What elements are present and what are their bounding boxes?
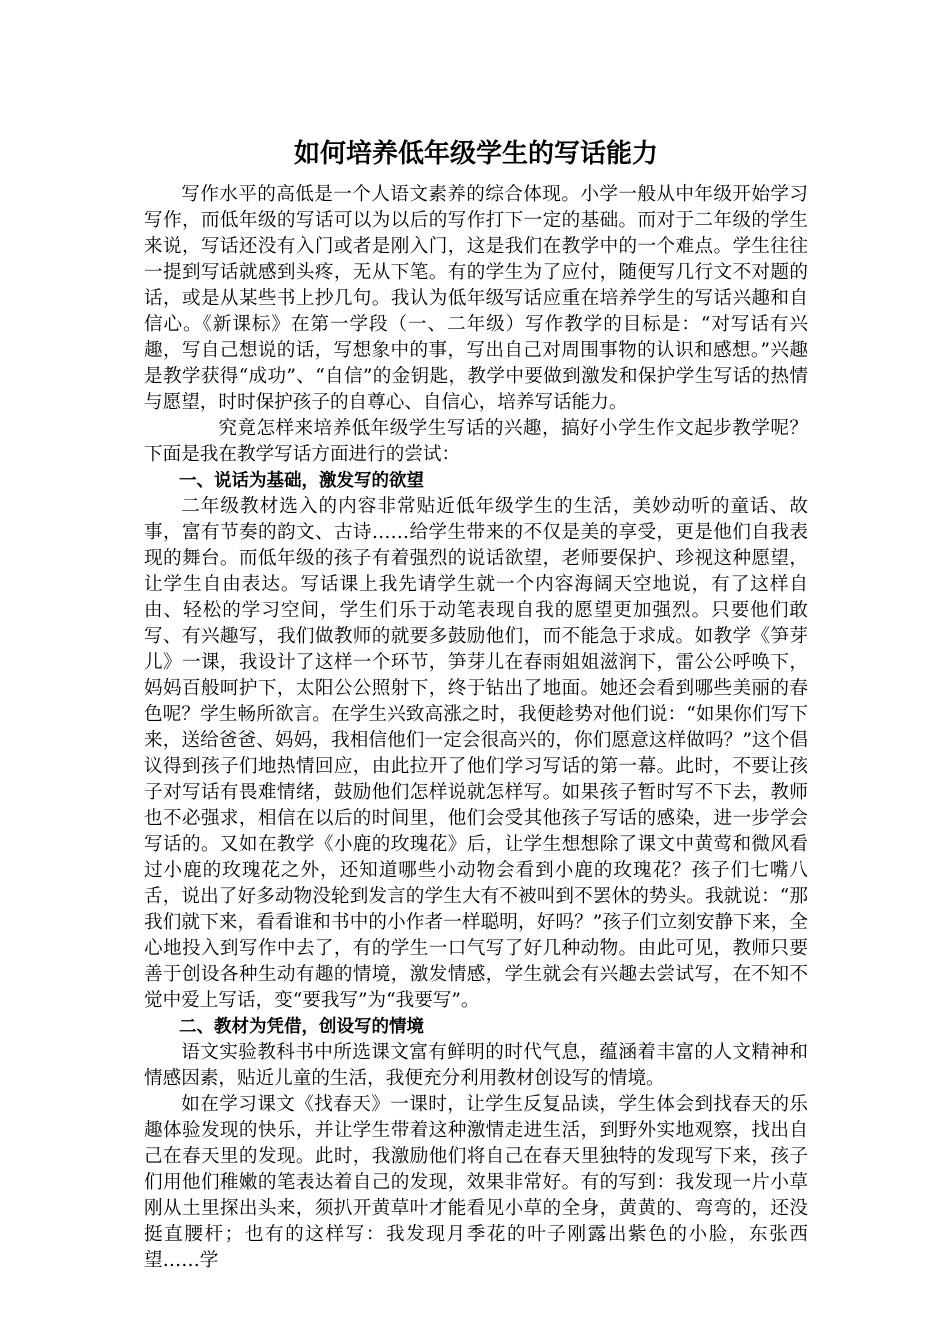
- document-body: [144, 124, 808, 1274]
- document-title: 如何培养低年级学生的写话能力: [293, 139, 658, 169]
- body-paragraph: 语文实验教科书中所选课文富有鲜明的时代气息，蕴涵着丰富的人文精神和情感因素，贴近儿童的生活，我便充分利用教材创设写的情境。: [144, 1042, 808, 1089]
- body-paragraph: 写作水平的高低是一个人语文素养的综合体现。小学一般从中年级开始学习写作，而低年级的写话可以为以后的写作打下一定的基础。而对于二年级的学生来说，写话还没有入门或者是刚入门，这是我们在教学中的一个难点。学生往往一提到写话就感到头疼，无从下笔。有的学生为了应付，随便写几行文不对题的话，或是从某些书上抄几句。我认为低年级写话应重在培养学生的写话兴趣和自信心。《新课标》在第一学段（一、二年级）写作教学的目标是：“对写话有兴趣，写自己想说的话，写想象中的事，写出自己对周围事物的认识和感想。”兴趣是教学获得“成功”、“自信”的金钥匙，教学中要做到激发和保护学生写话的热情与愿望，时时保护孩子的自尊心、自信心，培养写话能力。: [144, 184, 808, 413]
- section-heading: 二、教材为凭借，创设写的情境: [179, 1017, 424, 1037]
- body-paragraph: 二年级教材选入的内容非常贴近低年级学生的生活，美妙动听的童话、故事，富有节奏的韵文、古诗……给学生带来的不仅是美的享受，更是他们自我表现的舞台。而低年级的孩子有着强烈的说话欲望，老师要保护、珍视这种愿望，让学生自由表达。写话课上我先请学生就一个内容海阔天空地说，有了这样自由、轻松的学习空间，学生们乐于动笔表现自我的愿望更加强烈。只要他们敢写、有兴趣写，我们做教师的就要多鼓励他们，而不能急于求成。如教学《笋芽儿》一课，我设计了这样一个环节，笋芽儿在春雨姐姐滋润下，雷公公呼唤下，妈妈百般呵护下，太阳公公照射下，终于钻出了地面。她还会看到哪些美丽的春色呢？学生畅所欲言。在学生兴致高涨之时，我便趁势对他们说：“如果你们写下来，送给爸爸、妈妈，我相信他们一定会很高兴的，你们愿意这样做吗？”这个倡议得到孩子们地热情回应，由此拉开了他们学习写话的第一幕。此时，不要让孩子对写话有畏难情绪，鼓励他们怎样说就怎样写。如果孩子暂时写不下去，教师也不必强求，相信在以后的时间里，他们会受其他孩子写话的感染，进一步学会写话的。又如在教学《小鹿的玫瑰花》后，让学生想想除了课文中黄莺和微风看过小鹿的玫瑰花之外，还知道哪些小动物会看到小鹿的玫瑰花？孩子们七嘴八舌，说出了好多动物没轮到发言的学生大有不被叫到不罢休的势头。我就说：“那我们就下来，看看谁和书中的小作者一样聪明，好吗？”孩子们立刻安静下来，全心地投入到写作中去了，有的学生一口气写了好几种动物。由此可见，教师只要善于创设各种生动有趣的情境，激发情感，学生就会有兴趣去尝试写，在不知不觉中爱上写话，变“要我写”为“我要写”。: [144, 496, 808, 1011]
- body-paragraph: 究竟怎样来培养低年级学生写话的兴趣，搞好小学生作文起步教学呢？下面是我在教学写话方面进行的尝试：: [144, 418, 808, 465]
- section-heading: 一、说话为基础，激发写的欲望: [179, 471, 424, 491]
- body-paragraph: 如在学习课文《找春天》一课时，让学生反复品读，学生体会到找春天的乐趣体验发现的快乐，并让学生带着这种激情走进生活，到野外实地观察，找出自己在春天里的发现。此时，我激励他们将自己在春天里独特的发现写下来，孩子们用他们稚嫩的笔表达着自己的发现，效果非常好。有的写到：我发现一片小草刚从土里探出头来，须扒开黄草叶才能看见小草的全身，黄黄的、弯弯的，还没挺直腰杆；也有的这样写：我发现月季花的叶子刚露出紫色的小脸，东张西望……学: [144, 1094, 808, 1271]
